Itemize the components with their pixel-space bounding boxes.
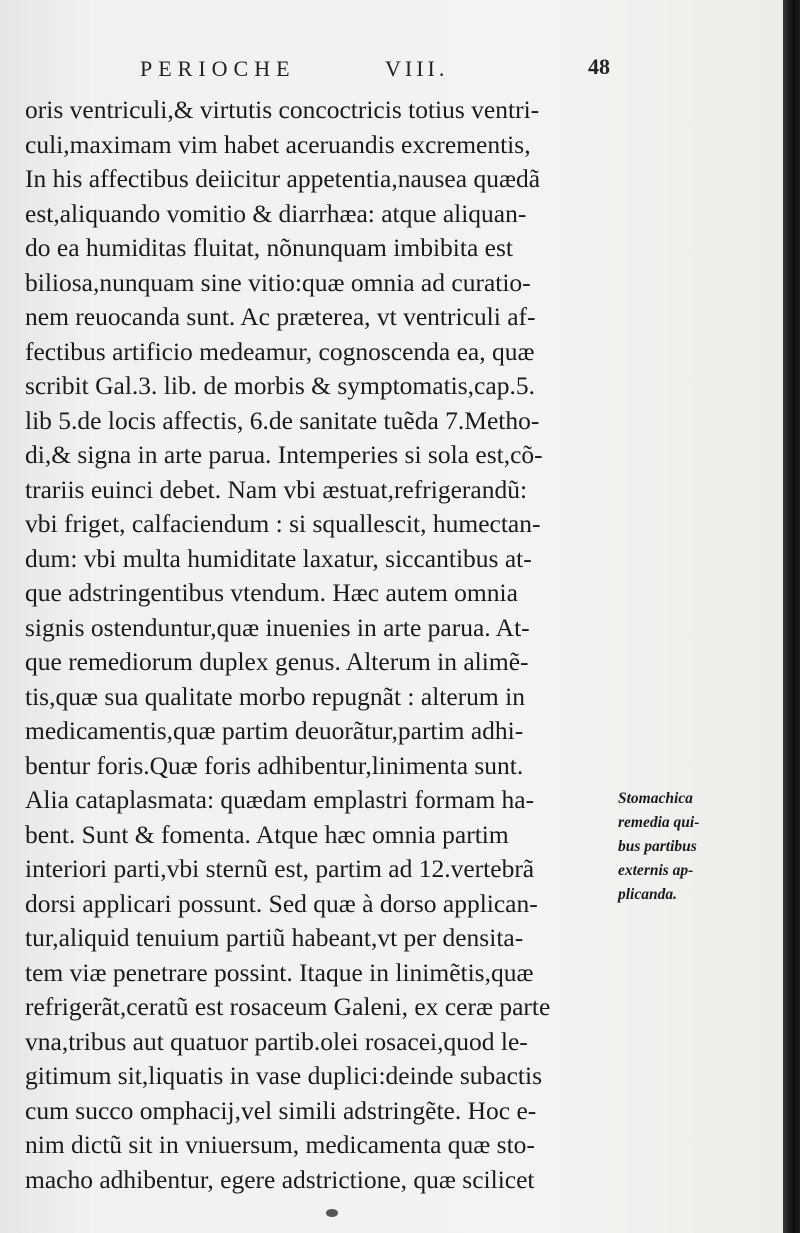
text-line: refrigerãt,ceratũ est rosaceum Galeni, ex ceræ parte	[25, 992, 551, 1021]
text-line: di,& signa in arte parua. Intemperies si sola est,cõ-	[25, 440, 543, 469]
text-line: tur,aliquid tenuium partiũ habeant,vt per densita-	[25, 923, 524, 952]
text-line: bent. Sunt & fomenta. Atque hæc omnia partim	[25, 819, 509, 849]
text-line: In his affectibus deiicitur appetentia,nausea quædã	[25, 164, 541, 193]
text-line: interiori parti,vbi sternũ est, partim ad 12.vertebrã	[25, 854, 535, 883]
section-number: VIII.	[385, 56, 449, 81]
printers-ornament	[326, 1209, 338, 1217]
text-line: nem reuocanda sunt. Ac præterea, vt ventriculi af-	[25, 302, 536, 331]
marginal-note-line: bus partibus	[618, 838, 697, 855]
binding-gutter	[783, 0, 800, 1233]
body-text	[25, 93, 625, 1197]
text-line: que adstringentibus vtendum. Hæc autem omnia	[25, 578, 518, 607]
text-line: bentur foris.Quæ foris adhibentur,linimenta sunt.	[25, 750, 524, 780]
text-line: dum: vbi multa humiditate laxatur, siccantibus at-	[25, 543, 532, 573]
text-line: fectibus artificio medeamur, cognoscenda ea, quæ	[25, 336, 535, 366]
text-line: dorsi applicari possunt. Sed quæ à dorso applican-	[25, 888, 538, 918]
page-number: 48	[588, 54, 610, 79]
marginal-note-line: externis ap-	[618, 862, 694, 879]
text-line: nim dictũ sit in vniuersum, medicamenta quæ sto-	[25, 1130, 535, 1159]
text-line: culi,maximam vim habet aceruandis excrementis,	[25, 129, 531, 159]
text-line: lib 5.de locis affectis, 6.de sanitate tuẽda 7.Metho-	[25, 405, 540, 435]
text-line: tis,quæ sua qualitate morbo repugnãt : alterum in	[25, 681, 525, 711]
text-line: do ea humiditas fluitat, nõnunquam imbibita est	[25, 233, 513, 262]
marginal-note	[618, 787, 768, 907]
text-line: signis ostenduntur,quæ inuenies in arte parua. At-	[25, 612, 530, 642]
marginal-note-line: remedia qui-	[618, 814, 700, 831]
text-line: Alia cataplasmata: quædam emplastri formam ha-	[25, 785, 535, 814]
text-line: vbi friget, calfaciendum : si squallescit, humectan-	[25, 509, 541, 538]
marginal-note-line: Stomachica	[618, 790, 693, 807]
text-line: oris ventriculi,& virtutis concoctricis totius ventri-	[25, 95, 540, 124]
text-line: biliosa,nunquam sine vitio:quæ omnia ad curatio-	[25, 267, 531, 297]
running-head: PERIOCHE	[140, 56, 296, 81]
text-line: que remediorum duplex genus. Alterum in alimẽ-	[25, 647, 529, 676]
marginal-note-line: plicanda.	[618, 886, 677, 903]
text-line: est,aliquando vomitio & diarrhæa: atque aliquan-	[25, 198, 527, 228]
text-line: vna,tribus aut quatuor partib.olei rosacei,quod le-	[25, 1026, 528, 1056]
page-header	[140, 56, 610, 90]
text-line: macho adhibentur, egere adstrictione, quæ scilicet	[25, 1164, 535, 1194]
text-line: scribit Gal.3. lib. de morbis & symptomatis,cap.5.	[25, 371, 535, 400]
text-line: cum succo omphacij,vel simili adstringẽte. Hoc e-	[25, 1095, 537, 1125]
text-line: trariis euinci debet. Nam vbi æstuat,refrigerandũ:	[25, 474, 528, 504]
text-line: gitimum sit,liquatis in vase duplici:deinde subactis	[25, 1061, 543, 1090]
text-line: medicamentis,quæ partim deuorãtur,partim adhi-	[25, 716, 524, 745]
text-line: tem viæ penetrare possint. Itaque in linimẽtis,quæ	[25, 957, 534, 987]
